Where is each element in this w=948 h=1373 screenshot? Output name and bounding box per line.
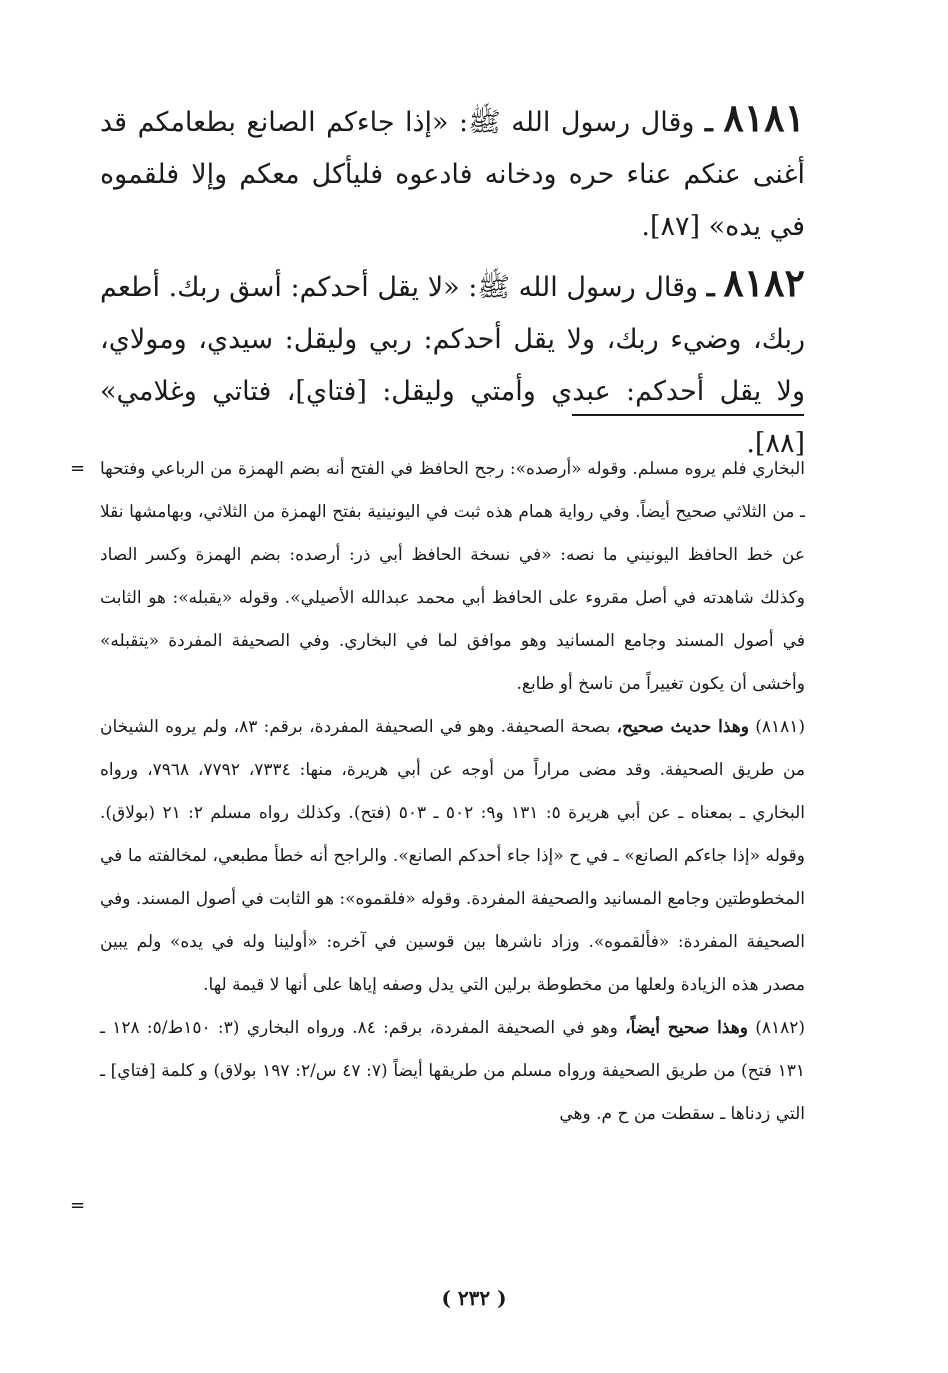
- footnote-lead: وهذا حديث صحيح،: [616, 717, 749, 737]
- footnote-8182: [100, 1007, 805, 1136]
- footnote-lead: وهذا صحيح أيضاً،: [625, 1018, 748, 1038]
- page-number: ( ٢٣٢ ): [441, 1286, 507, 1310]
- hadith-dash: ـ: [706, 272, 715, 303]
- footnote-separator: [572, 414, 804, 416]
- footnote-continued: [100, 448, 805, 706]
- hadith-dash: ـ: [704, 107, 713, 138]
- footnote-ref: (٨١٨١): [755, 717, 806, 737]
- footnotes: [100, 448, 805, 1136]
- continuation-mark-bottom: =: [70, 1195, 86, 1216]
- hadith-8182: [100, 257, 805, 470]
- hadith-text: وقال رسول الله ﷺ: «إذا جاءكم الصانع بطعامكم قد أغنى عنكم عناء حره ودخانه فادعوه فليأكل معكم وإلا فلقموه في يده» [٨٧].: [100, 107, 805, 242]
- hadith-number: ٨١٨٢: [723, 260, 805, 305]
- footnote-text: وهو في الصحيفة المفردة، برقم: ٨٤. ورواه البخاري (٣: ١٥٠ط/٥: ١٢٨ ـ ١٣١ فتح) من طريق الصحيفة ورواه مسلم من طريقها أيضاً (٧: ٤٧ س/٢: ١٩٧ بولاق) و كلمة [فتاي] ـ التي زدناها ـ سقطت من ح م. وهي: [100, 1018, 805, 1124]
- footnote-text: بصحة الصحيفة. وهو في الصحيفة المفردة، برقم: ٨٣، ولم يروه الشيخان من طريق الصحيفة. وقد مضى مراراً من أوجه عن أبي هريرة، منها: ٧٣٣٤، ٧٧٩٢، ٧٩٦٨، ورواه البخاري ـ بمعناه ـ عن أبي هريرة ٥: ١٣١ و٩: ٥٠٢ ـ ٥٠٣ (فتح). وكذلك رواه مسلم ٢: ٢١ (بولاق). وقوله «إذا جاءكم الصانع» ـ في ح «إذا جاء أحدكم الصانع». والراجح أنه خطأ مطبعي، لمخالفته ما في المخطوطتين وجامع المسانيد والصحيفة المفردة. وقوله «فلقموه»: هو الثابت في أصول المسند. وفي الصحيفة المفردة: «فألقموه». وزاد ناشرها بين قوسين في آخره: «أولينا وله في يده» ولم يبين مصدر هذه الزيادة ولعلها من مخطوطة برلين التي يدل وصفه إياها على أنها لا قيمة لها.: [100, 717, 805, 995]
- hadith-number: ٨١٨١: [723, 95, 805, 140]
- footnote-text: البخاري فلم يروه مسلم. وقوله «أرصده»: رجح الحافظ في الفتح أنه بضم الهمزة من الرباعي وفتحها ـ من الثلاثي صحيح أيضاً. وفي رواية همام هذه ثبت في اليونينية بفتح الهمزة من الثلاثي، وبهامشها نقلا عن خط الحافظ اليونيني ما نصه: «في نسخة الحافظ أبي ذر: أرصده: بضم الهمزة وكسر الصاد وكذلك شاهدته في أصل مقروء على الحافظ أبي محمد عبدالله الأصيلي». وقوله «يقبله»: هو الثابت في أصول المسند وجامع المسانيد وهو موافق لما في البخاري. وفي الصحيفة المفردة «يتقبله» وأخشى أن يكون تغييراً من ناسخ أو طابع.: [100, 459, 805, 694]
- hadith-text: وقال رسول الله ﷺ: «لا يقل أحدكم: أسق ربك. أطعم ربك، وضيء ربك، ولا يقل أحدكم: ربي وليقل: سيدي، ومولاي، ولا يقل أحدكم: عبدي وأمتي وليقل: [فتاي]، فتاتي وغلامي» [٨٨].: [100, 272, 805, 459]
- footnote-8181: [100, 706, 805, 1007]
- hadith-8181: [100, 92, 805, 253]
- footnote-ref: (٨١٨٢): [755, 1018, 805, 1038]
- main-text: [100, 92, 805, 474]
- continuation-mark-top: =: [70, 458, 86, 479]
